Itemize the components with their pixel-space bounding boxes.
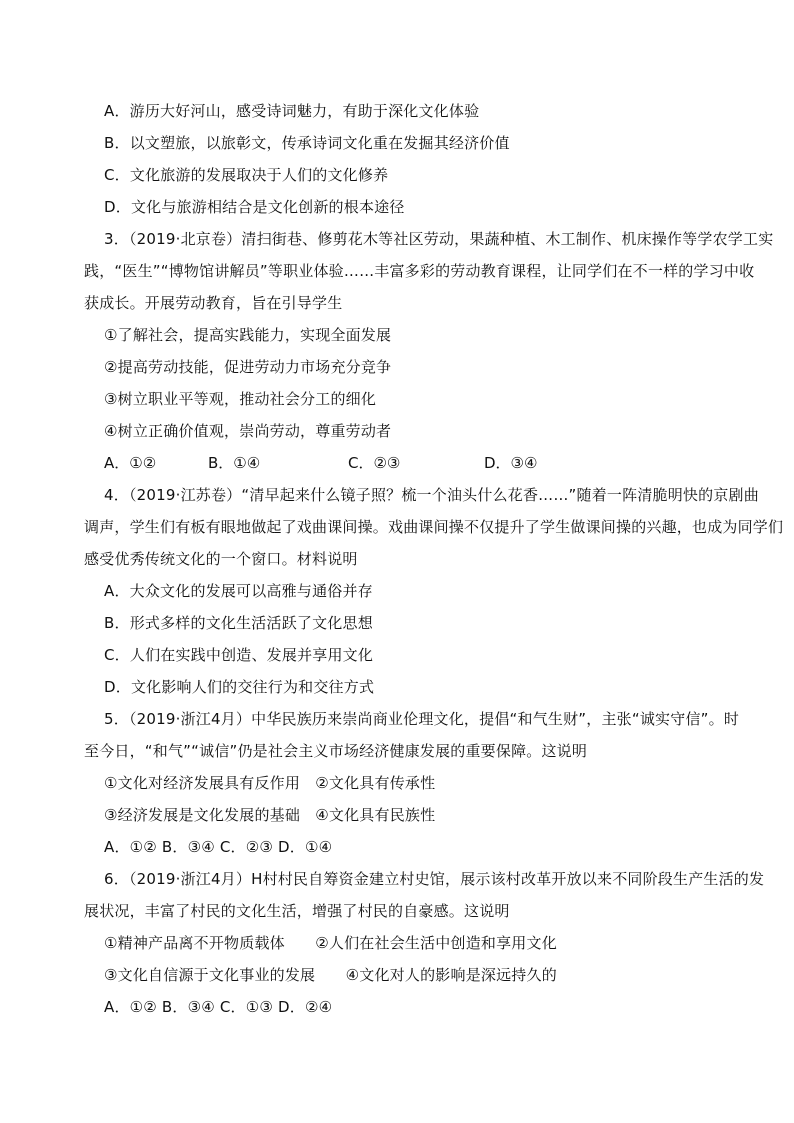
q6-items-row-2: ③文化自信源于文化事业的发展 ④文化对人的影响是深远持久的 (104, 966, 557, 984)
q3-stem-line-1: 3．（2019·北京卷）清扫街巷、修剪花木等社区劳动，果蔬种植、木工制作、机床操作等学农学工实 (104, 230, 774, 248)
q2-option-c: C．文化旅游的发展取决于人们的文化修养 (104, 166, 389, 184)
q2-option-a: A．游历大好河山，感受诗词魅力，有助于深化文化体验 (104, 102, 480, 120)
q2-option-d: D．文化与旅游相结合是文化创新的根本途径 (104, 198, 405, 216)
q3-stem-line-3: 获成长。开展劳动教育，旨在引导学生 (84, 294, 343, 312)
q6-stem-line-2: 展状况，丰富了村民的文化生活，增强了村民的自豪感。这说明 (84, 902, 510, 920)
q5-items-row-1: ①文化对经济发展具有反作用 ②文化具有传承性 (104, 774, 436, 792)
q4-stem-line-2: 调声，学生们有板有眼地做起了戏曲课间操。戏曲课间操不仅提升了学生做课间操的兴趣，也成为同学们 (84, 518, 784, 536)
q6-choices: A．①② B．③④ C．①③ D．②④ (104, 998, 333, 1016)
q4-stem-line-3: 感受优秀传统文化的一个窗口。材料说明 (84, 550, 358, 568)
q3-stem-line-2: 践，“医生”“博物馆讲解员”等职业体验……丰富多彩的劳动教育课程，让同学们在不一样的学习中收 (84, 262, 755, 280)
q3-choice-a: A．①② (104, 454, 157, 472)
q2-option-b: B．以文塑旅，以旅彰文，传承诗词文化重在发掘其经济价值 (104, 134, 510, 152)
q5-stem-line-1: 5．（2019·浙江4月）中华民族历来崇尚商业伦理文化，提倡“和气生财”，主张“诚实守信”。时 (104, 710, 740, 728)
q3-item-3: ③树立职业平等观，推动社会分工的细化 (104, 390, 377, 408)
q5-choices: A．①② B．③④ C．②③ D．①④ (104, 838, 333, 856)
q5-items-row-2: ③经济发展是文化发展的基础 ④文化具有民族性 (104, 806, 436, 824)
q3-item-1: ①了解社会，提高实践能力，实现全面发展 (104, 326, 392, 344)
q3-item-2: ②提高劳动技能，促进劳动力市场充分竞争 (104, 358, 392, 376)
q3-choice-d: D．③④ (484, 454, 538, 472)
q4-option-c: C．人们在实践中创造、发展并享用文化 (104, 646, 374, 664)
q3-choice-c: C．②③ (348, 454, 401, 472)
q3-item-4: ④树立正确价值观，崇尚劳动，尊重劳动者 (104, 422, 392, 440)
q4-stem-line-1: 4．（2019·江苏卷）“清早起来什么镜子照？梳一个油头什么花香……”随着一阵清脆明快的京剧曲 (104, 486, 759, 504)
q3-choice-b: B．①④ (208, 454, 261, 472)
q5-stem-line-2: 至今日，“和气”“诚信”仍是社会主义市场经济健康发展的重要保障。这说明 (84, 742, 588, 760)
q4-option-d: D．文化影响人们的交往行为和交往方式 (104, 678, 375, 696)
q4-option-b: B．形式多样的文化生活活跃了文化思想 (104, 614, 373, 632)
q6-stem-line-1: 6．（2019·浙江4月）H村村民自筹资金建立村史馆，展示该村改革开放以来不同阶段生产生活的发 (104, 870, 765, 888)
q6-items-row-1: ①精神产品离不开物质载体 ②人们在社会生活中创造和享用文化 (104, 934, 557, 952)
q4-option-a: A．大众文化的发展可以高雅与通俗并存 (104, 582, 373, 600)
